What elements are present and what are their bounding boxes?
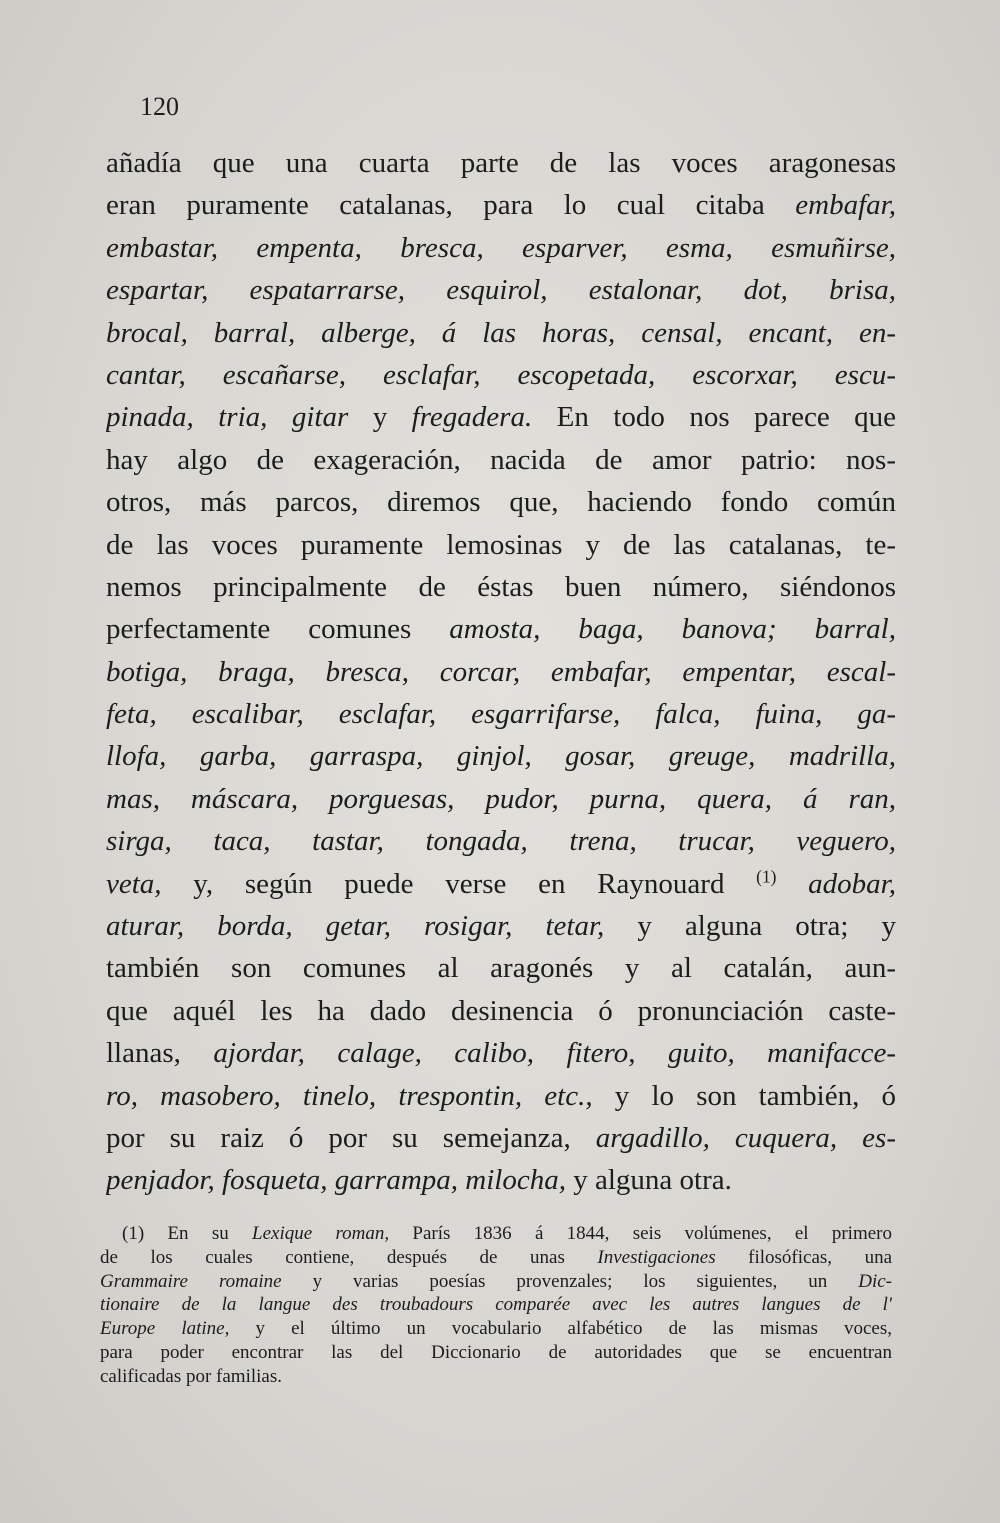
italic-term: fregadera.: [411, 401, 533, 434]
text-line: [106, 947, 896, 989]
text-line: [106, 227, 896, 269]
text-line: [106, 566, 896, 608]
text-line: [106, 990, 896, 1032]
text-line: [106, 735, 896, 777]
text-run: hay algo de exageración, nacida de amor patrio: nos-: [106, 443, 896, 476]
text-line: [106, 693, 896, 735]
text-line: [106, 863, 896, 905]
text-run: y lo son también, ó: [592, 1079, 896, 1112]
footnote-line: [100, 1270, 892, 1294]
text-run: otros, más parcos, diremos que, haciendo fondo común: [106, 486, 896, 519]
text-run: que aquél les ha dado desinencia ó pronunciación caste-: [106, 994, 896, 1027]
text-line: [106, 1032, 896, 1074]
footnote-ref: (1): [756, 865, 777, 886]
text-run: para poder encontrar las del Diccionario de autoridades que se encuentran: [100, 1341, 892, 1363]
text-run: añadía que una cuarta parte de las voces aragonesas: [106, 147, 896, 179]
text-line: [106, 651, 896, 693]
italic-term: ro, masobero, tinelo, trespontin, etc.,: [106, 1079, 593, 1112]
italic-term: sirga, taca, tastar, tongada, trena, trucar, veguero,: [106, 825, 896, 858]
text-line: [106, 312, 896, 354]
italic-term: espartar, espatarrarse, esquirol, estalonar, dot, brisa,: [106, 274, 896, 307]
italic-term: embastar, empenta, bresca, esparver, esma, esmuñirse,: [106, 231, 896, 264]
text-run: eran puramente catalanas, para lo cual citaba: [106, 189, 796, 222]
text-run: llanas,: [106, 1037, 214, 1070]
italic-term: argadillo, cuquera, es-: [595, 1121, 896, 1154]
body-text: [106, 142, 896, 1202]
text-line: [106, 439, 896, 481]
italic-term: botiga, braga, bresca, corcar, embafar, empentar, escal-: [106, 655, 896, 688]
footnote-line: [100, 1365, 892, 1389]
text-run: filosóficas, una: [715, 1246, 892, 1268]
italic-term: Dic-: [858, 1270, 892, 1292]
italic-term: penjador, fosqueta, garrampa, milocha,: [106, 1164, 566, 1197]
text-run: y alguna otra; y: [604, 910, 896, 943]
italic-term: veta,: [106, 867, 162, 900]
italic-term: aturar, borda, getar, rosigar, tetar,: [106, 910, 605, 943]
footnote-line: [100, 1246, 892, 1270]
italic-term: Investigaciones: [597, 1246, 716, 1268]
text-run: y, según puede verse en Raynouard: [161, 867, 757, 900]
page-number: 120: [140, 92, 179, 121]
text-line: [106, 184, 896, 226]
footnote-line: [100, 1293, 892, 1317]
italic-term: Lexique roman,: [252, 1223, 390, 1244]
text-run: también son comunes al aragonés y al catalán, aun-: [106, 952, 896, 985]
text-run: perfectamente comunes: [106, 613, 450, 646]
italic-term: feta, escalibar, esclafar, esgarrifarse, falca, fuina, ga-: [106, 698, 896, 731]
footnote-line: [100, 1222, 892, 1246]
text-run: de los cuales contiene, después de unas: [100, 1246, 598, 1268]
italic-term: amosta, baga, banova; barral,: [449, 613, 896, 646]
italic-term: adobar,: [776, 867, 896, 900]
text-run: de las voces puramente lemosinas y de las catalanas, te-: [106, 528, 896, 561]
footnotes: [100, 1222, 892, 1389]
italic-term: llofa, garba, garraspa, ginjol, gosar, greuge, madrilla,: [106, 740, 896, 773]
text-run: (1) En su: [122, 1223, 253, 1244]
text-line: [106, 608, 896, 650]
text-run: y varias poesías provenzales; los siguientes, un: [281, 1270, 859, 1292]
italic-term: cantar, escañarse, esclafar, escopetada, escorxar, escu-: [106, 358, 896, 391]
text-run: En todo nos parece que: [532, 401, 896, 434]
text-run: y alguna otra.: [565, 1164, 732, 1197]
italic-term: tionaire de la langue des troubadours comparée avec les autres langues de l': [100, 1294, 892, 1316]
text-run: calificadas por familias.: [100, 1365, 283, 1387]
italic-term: brocal, barral, alberge, á las horas, censal, encant, en-: [106, 316, 896, 349]
text-line: [106, 1117, 896, 1159]
italic-term: Grammaire romaine: [100, 1270, 282, 1292]
text-run: nemos principalmente de éstas buen número, siéndonos: [106, 570, 896, 603]
text-run: París 1836 á 1844, seis volúmenes, el primero: [389, 1223, 892, 1244]
text-line: [106, 524, 896, 566]
text-line: [106, 142, 896, 184]
text-line: [106, 354, 896, 396]
text-line: [106, 820, 896, 862]
italic-term: ajordar, calage, calibo, fitero, guito, manifacce-: [213, 1037, 896, 1070]
text-line: [106, 396, 896, 438]
text-run: y el último un vocabulario alfabético de las mismas voces,: [229, 1318, 892, 1340]
text-line: [106, 905, 896, 947]
italic-term: embafar,: [795, 189, 896, 222]
text-line: [106, 269, 896, 311]
text-line: [106, 778, 896, 820]
text-run: por su raiz ó por su semejanza,: [106, 1121, 596, 1154]
text-line: [106, 481, 896, 523]
footnote-line: [100, 1341, 892, 1365]
footnote-line: [100, 1317, 892, 1341]
italic-term: mas, máscara, porguesas, pudor, purna, quera, á ran,: [106, 782, 896, 815]
text-line: [106, 1159, 896, 1201]
italic-term: pinada, tria, gitar: [106, 401, 373, 434]
text-run: y: [372, 401, 412, 434]
text-line: [106, 1075, 896, 1117]
italic-term: Europe latine,: [100, 1318, 230, 1340]
